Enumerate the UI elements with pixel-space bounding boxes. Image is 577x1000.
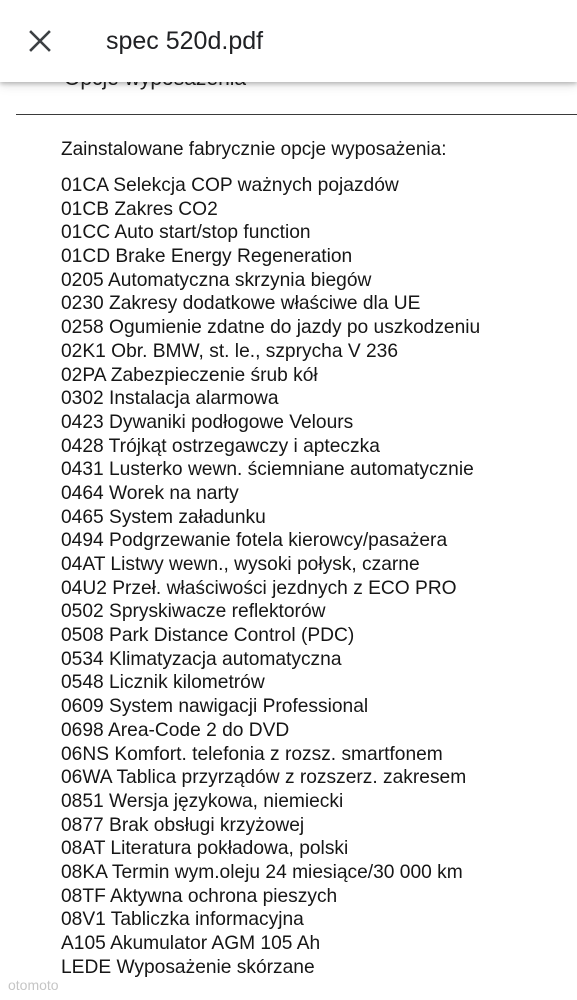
option-item: 04AT Listwy wewn., wysoki połysk, czarne (61, 554, 420, 575)
option-item: 02PA Zabezpieczenie śrub kół (61, 364, 318, 386)
option-item: 0609 System nawigacji Professional (61, 696, 369, 718)
watermark: otomoto (8, 977, 59, 993)
option-item: 0205 Automatyczna skrzynia biegów (61, 269, 372, 291)
option-item: A105 Akumulator AGM 105 Ah (61, 933, 321, 954)
option-item: 08TF Aktywna ochrona pieszych (61, 885, 338, 907)
close-icon (28, 29, 52, 53)
option-item: 01CB Zakres CO2 (61, 198, 218, 220)
option-item: 0502 Spryskiwacze reflektorów (61, 601, 326, 623)
option-item: 0508 Park Distance Control (PDC) (61, 625, 355, 647)
top-app-bar (0, 0, 577, 82)
option-item: 08KA Termin wym.oleju 24 miesiące/30 000 km (61, 861, 463, 883)
option-item: 0851 Wersja językowa, niemiecki (61, 790, 344, 812)
options-subheading: Zainstalowane fabrycznie opcje wyposażenia: (61, 139, 447, 160)
option-item: 0230 Zakresy dodatkowe właściwe dla UE (61, 293, 421, 315)
option-item: 0302 Instalacja alarmowa (61, 388, 279, 410)
option-item: 0258 Ogumienie zdatne do jazdy po uszkodzeniu (61, 317, 481, 339)
option-item: 04U2 Przeł. właściwości jezdnych z ECO PRO (61, 577, 457, 599)
option-item: 01CA Selekcja COP ważnych pojazdów (61, 175, 399, 196)
option-item: 0423 Dywaniki podłogowe Velours (61, 411, 354, 433)
option-item: 0534 Klimatyzacja automatyczna (61, 648, 342, 670)
option-item: 06WA Tablica przyrządów z rozszerz. zakresem (61, 767, 467, 789)
option-item: 0877 Brak obsługi krzyżowej (61, 814, 305, 836)
document-title: spec 520d.pdf (106, 27, 264, 55)
option-item: 0548 Licznik kilometrów (61, 672, 265, 694)
option-item: 0428 Trójkąt ostrzegawczy i apteczka (61, 435, 380, 457)
options-list (61, 174, 480, 979)
option-item: 01CD Brake Energy Regeneration (61, 246, 353, 268)
option-item: 08AT Literatura pokładowa, polski (61, 838, 349, 860)
option-item: 0494 Podgrzewanie fotela kierowcy/pasażera (61, 530, 448, 552)
close-button[interactable] (16, 17, 64, 65)
option-item: 06NS Komfort. telefonia z rozsz. smartfonem (61, 743, 443, 765)
section-divider (16, 114, 577, 115)
option-item: 08V1 Tabliczka informacyjna (61, 909, 304, 931)
option-item: 01CC Auto start/stop function (61, 222, 311, 244)
option-item: 0431 Lusterko wewn. ściemniane automatycznie (61, 459, 474, 481)
option-item: 0465 System załadunku (61, 506, 266, 528)
option-item: 0464 Worek na narty (61, 482, 239, 504)
option-item: LEDE Wyposażenie skórzane (61, 956, 315, 978)
option-item: 0698 Area-Code 2 do DVD (61, 719, 290, 741)
option-item: 02K1 Obr. BMW, st. le., szprycha V 236 (61, 340, 398, 362)
